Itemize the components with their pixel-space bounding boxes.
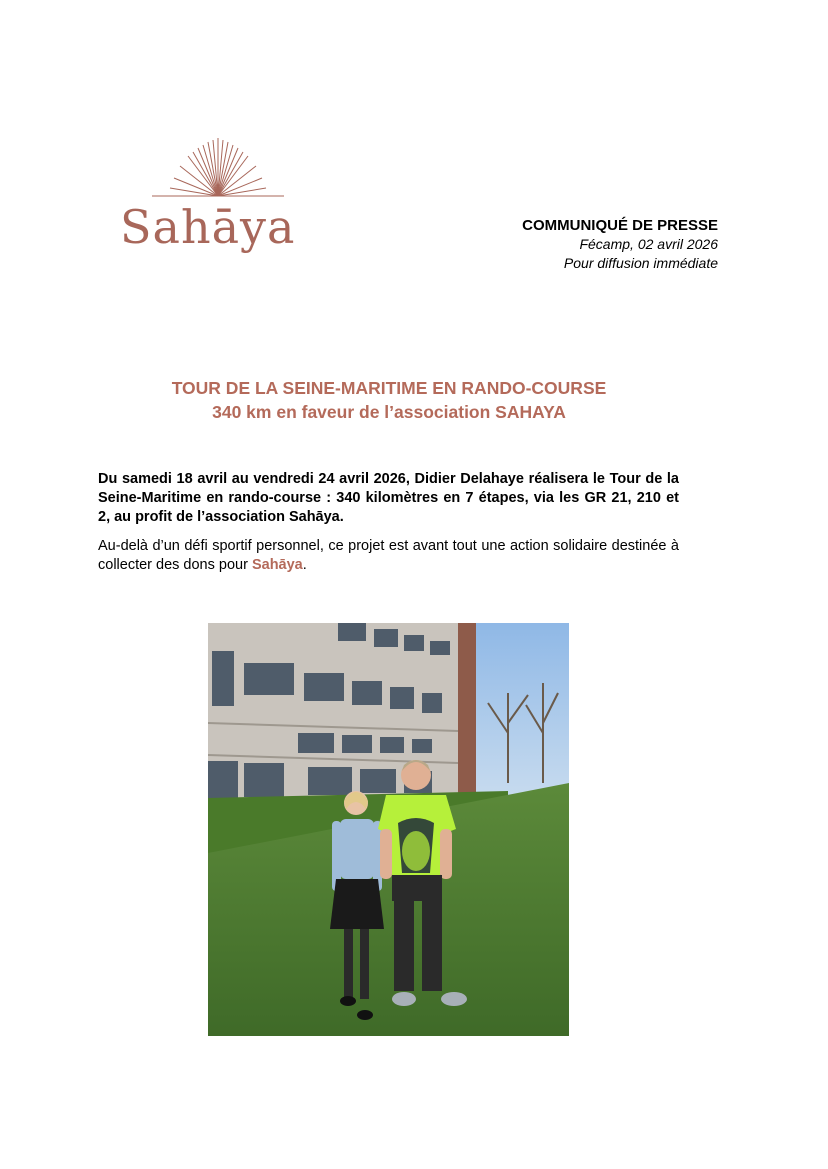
para-text-end: . <box>302 557 307 573</box>
body-text <box>98 470 679 575</box>
event-photo <box>208 623 569 1036</box>
headline-line-2: 340 km en faveur de l’association SAHAYA <box>212 402 566 422</box>
press-title: COMMUNIQUÉ DE PRESSE <box>522 217 718 234</box>
lead-paragraph: Du samedi 18 avril au vendredi 24 avril 2026, Didier Delahaye réalisera le Tour de la Seine-Maritime en rando-course : 340 kilomètres en 7 étapes, via les GR 21, 210 et 2, au profit de l’association Sahāya. <box>98 471 679 525</box>
logo-wordmark: Sahāya <box>120 200 296 254</box>
headline-line-1: TOUR DE LA SEINE-MARITIME EN RANDO-COURSE <box>171 378 607 398</box>
body-paragraph <box>98 537 679 575</box>
release-note: Pour diffusion immédiate <box>563 255 718 271</box>
sun-rays-icon <box>112 132 322 202</box>
headline <box>0 376 778 424</box>
photo-two-people-in-front-of-building-icon <box>208 623 569 1036</box>
place-date: Fécamp, 02 avril 2026 <box>579 236 718 252</box>
brand-name: Sahāya <box>251 557 303 573</box>
press-header <box>522 216 718 273</box>
para-text-start: Au-delà d’un défi sportif personnel, ce projet est avant tout une action solidaire destinée à collecter des dons pour <box>98 538 679 573</box>
sahaya-logo <box>112 132 322 267</box>
